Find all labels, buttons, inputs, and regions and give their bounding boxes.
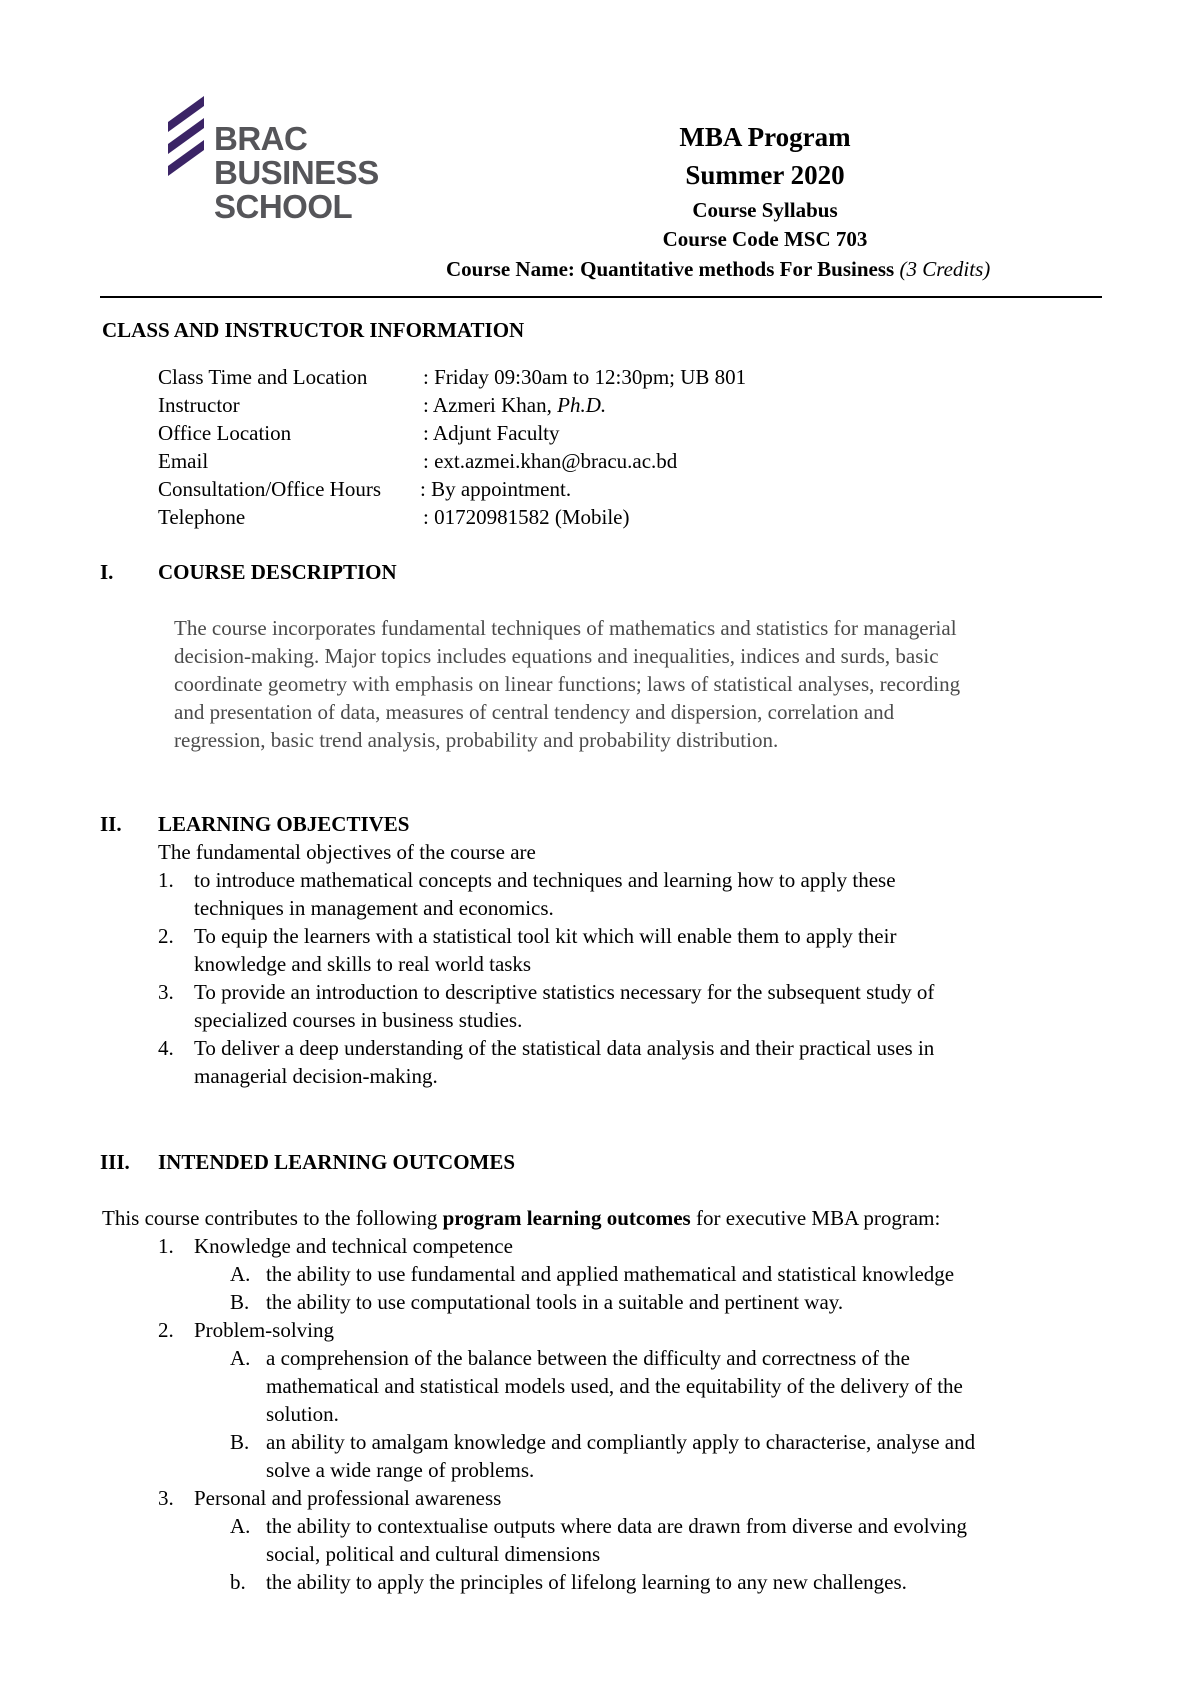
info-label: Class Time and Location	[158, 365, 368, 389]
item-number: 1.	[158, 1234, 174, 1258]
logo-text-line: SCHOOL	[214, 188, 353, 225]
item-label: Knowledge and technical competence	[194, 1234, 513, 1258]
section-number: III.	[100, 1150, 130, 1174]
term-title: Summer 2020	[685, 160, 845, 190]
intro-text: for executive MBA program:	[690, 1206, 941, 1230]
item-line: knowledge and skills to real world tasks	[194, 952, 532, 976]
list-item	[158, 1316, 975, 1344]
item-line: to introduce mathematical concepts and techniques and learning how to apply these	[194, 868, 896, 892]
description-line: and presentation of data, measures of central tendency and dispersion, correlation and	[174, 700, 895, 724]
section-number: I.	[100, 560, 114, 584]
learning-objectives-heading: LEARNING OBJECTIVES	[158, 812, 410, 836]
item-line: specialized courses in business studies.	[194, 1008, 523, 1032]
item-number: 3.	[158, 980, 174, 1004]
logo-text-line: BUSINESS	[214, 154, 379, 191]
info-label: Email	[158, 449, 209, 473]
logo-text-line: BRAC	[214, 120, 308, 157]
info-value	[423, 391, 606, 419]
item-number: 3.	[158, 1486, 174, 1510]
item-letter: B.	[230, 1430, 250, 1454]
item-line: solve a wide range of problems.	[266, 1458, 535, 1482]
course-code: Course Code MSC 703	[662, 227, 868, 251]
program-title: MBA Program	[679, 122, 851, 152]
item-letter: B.	[230, 1290, 250, 1314]
logo-stripes-icon	[160, 90, 212, 190]
item-line: To equip the learners with a statistical tool kit which will enable them to apply their	[194, 924, 897, 948]
info-label: Office Location	[158, 421, 292, 445]
item-number: 4.	[158, 1036, 174, 1060]
learning-outcomes-heading: INTENDED LEARNING OUTCOMES	[158, 1150, 516, 1174]
item-line: solution.	[266, 1402, 339, 1426]
info-value: : By appointment.	[420, 477, 572, 501]
syllabus-label: Course Syllabus	[692, 198, 838, 222]
course-description-heading: COURSE DESCRIPTION	[158, 560, 397, 584]
list-item	[158, 922, 934, 978]
list-item	[158, 1232, 975, 1260]
description-line: decision-making. Major topics includes equations and inequalities, indices and surds, basic	[174, 644, 939, 668]
item-line: To provide an introduction to descriptive statistics necessary for the subsequent study of	[194, 980, 935, 1004]
item-line: techniques in management and economics.	[194, 896, 554, 920]
info-label: Instructor	[158, 393, 240, 417]
description-line: coordinate geometry with emphasis on linear functions; laws of statistical analyses, recording	[174, 672, 961, 696]
item-number: 2.	[158, 924, 174, 948]
section-number: II.	[100, 812, 122, 836]
item-letter: A.	[230, 1262, 251, 1286]
learning-objectives-intro: The fundamental objectives of the course are	[158, 840, 536, 864]
course-name-text: Course Name: Quantitative methods For Business	[446, 257, 895, 281]
outcomes-list	[158, 1232, 975, 1596]
objectives-list	[158, 866, 934, 1090]
info-value: : Friday 09:30am to 12:30pm; UB 801	[423, 365, 747, 389]
instructor-name: : Azmeri Khan,	[423, 393, 558, 417]
intro-text: This course contributes to the following	[102, 1206, 443, 1230]
item-line: the ability to use computational tools in a suitable and pertinent way.	[266, 1290, 844, 1314]
course-name	[446, 255, 990, 283]
item-line: managerial decision-making.	[194, 1064, 438, 1088]
description-line: The course incorporates fundamental techniques of mathematics and statistics for managerial	[174, 616, 957, 640]
info-value: : 01720981582 (Mobile)	[423, 505, 630, 529]
item-line: social, political and cultural dimensions	[266, 1542, 601, 1566]
sub-list-item	[158, 1428, 975, 1484]
item-line: the ability to apply the principles of lifelong learning to any new challenges.	[266, 1570, 907, 1594]
list-item	[158, 866, 934, 922]
header-divider	[100, 296, 1102, 298]
list-item	[158, 1484, 975, 1512]
item-number: 1.	[158, 868, 174, 892]
info-label: Consultation/Office Hours	[158, 477, 382, 501]
item-letter: A.	[230, 1514, 251, 1538]
item-line: an ability to amalgam knowledge and compliantly apply to characterise, analyse and	[266, 1430, 976, 1454]
sub-list-item	[158, 1288, 975, 1316]
item-letter: A.	[230, 1346, 251, 1370]
sub-list-item	[158, 1344, 975, 1428]
item-number: 2.	[158, 1318, 174, 1342]
list-item	[158, 1034, 934, 1090]
list-item	[158, 978, 934, 1034]
class-info-heading: CLASS AND INSTRUCTOR INFORMATION	[102, 318, 525, 342]
item-label: Personal and professional awareness	[194, 1486, 502, 1510]
item-line: mathematical and statistical models used, and the equitability of the delivery of the	[266, 1374, 963, 1398]
info-label: Telephone	[158, 505, 246, 529]
item-line: a comprehension of the balance between the difficulty and correctness of the	[266, 1346, 910, 1370]
item-letter: b.	[230, 1570, 246, 1594]
item-line: the ability to contextualise outputs where data are drawn from diverse and evolving	[266, 1514, 967, 1538]
sub-list-item	[158, 1260, 975, 1288]
course-credits: (3 Credits)	[899, 257, 991, 281]
course-description-body	[174, 614, 1104, 754]
brac-business-school-logo	[160, 90, 379, 240]
intro-bold-text: program learning outcomes	[442, 1206, 691, 1230]
item-line: To deliver a deep understanding of the statistical data analysis and their practical uses in	[194, 1036, 935, 1060]
learning-outcomes-intro	[102, 1204, 940, 1232]
sub-list-item	[158, 1512, 975, 1568]
sub-list-item	[158, 1568, 975, 1596]
info-value: : Adjunt Faculty	[423, 421, 560, 445]
item-line: the ability to use fundamental and applied mathematical and statistical knowledge	[266, 1262, 955, 1286]
description-line: regression, basic trend analysis, probability and probability distribution.	[174, 728, 779, 752]
email-value: : ext.azmei.khan@bracu.ac.bd	[423, 449, 678, 473]
instructor-degree: Ph.D.	[557, 393, 607, 417]
item-label: Problem-solving	[194, 1318, 334, 1342]
